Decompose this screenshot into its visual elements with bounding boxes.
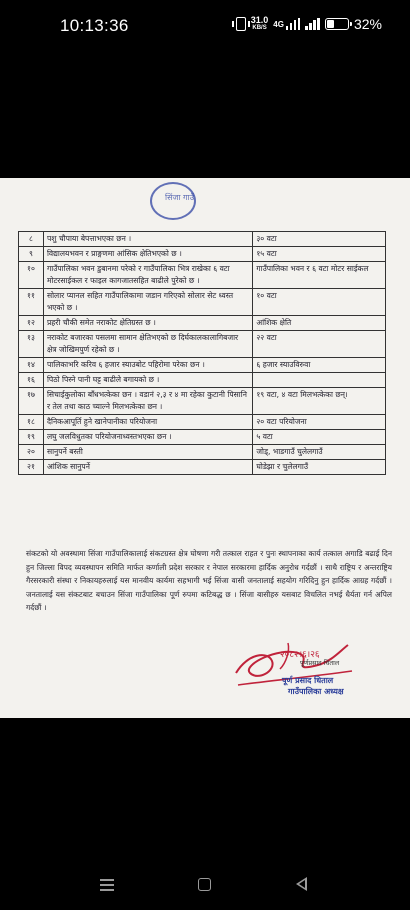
- battery-percent: 32%: [353, 16, 382, 32]
- status-bar: [0, 0, 410, 52]
- row-sn: ९: [19, 247, 44, 262]
- recent-apps-button[interactable]: [100, 879, 114, 891]
- row-sn: १०: [19, 262, 44, 289]
- row-loss: जोड्, भाडगाउँ चुलेलगाउँ: [253, 445, 386, 460]
- appeal-paragraph: संकटको यो अवस्थामा सिंजा गाउँपालिकालाई संकटग्रस्त क्षेत्र घोषणा गरी तत्काल राहत र पुनः स्थापनाका कार्य तत्काल अगाडि बढाई दिन हुन जिल्ला विपद व्यवस्थापन समिति मार्फत कर्णाली प्रदेश सरकार र नेपाल सरकारमा हार्दिक अनुरोध गर्दछौं । साथै राष्ट्रिय र अन्तराष्ट्रिय गैरसरकारी संस्था र निकायहरुलाई यस मानवीय कार्यमा सहभागी भई सिंजा वासी जनतालाई सहयोग गरिदिनु हुन हार्दिक आग्रह गर्दछौं । जनतालाई यस संकटबाट बचाउन सिंजा गाउँपालिका पूर्ण रुपमा कटिबद्ध छ । सिंजा बासीहरु यसबाट विचलित नभई धैर्यता गर्न अपिल गर्दछौं ।: [26, 549, 392, 612]
- row-description: गाउँपालिका भवन डुबानमा परेको र गाउँपालिका भित्र राखेका ६ वटा मोटरसाईकल र फाइल कागजातसहित बाढीले पुरेको छ ।: [43, 262, 252, 289]
- row-sn: १७: [19, 388, 44, 415]
- row-description: आंशिक सानुपर्ने: [43, 460, 252, 475]
- damage-table: [18, 231, 386, 475]
- signal-icon: [286, 18, 301, 30]
- table-row: [19, 331, 386, 358]
- table-row: [19, 262, 386, 289]
- row-loss: १९ वटा, ४ वटा मिलभत्केका छन्।: [253, 388, 386, 415]
- signature-label: पूर्णप्रसाद धिताल: [300, 659, 340, 667]
- table-row: [19, 289, 386, 316]
- row-sn: १३: [19, 331, 44, 358]
- network-speed-value: 31.0: [250, 15, 269, 25]
- network-speed: [251, 16, 269, 32]
- row-loss: आंशिक क्षेति: [253, 316, 386, 331]
- row-loss: १० वटा: [253, 289, 386, 316]
- row-loss: ३० वटा: [253, 232, 386, 247]
- table-row: [19, 316, 386, 331]
- home-button[interactable]: [198, 878, 211, 891]
- table-row: [19, 388, 386, 415]
- row-loss: घोडेझा र चुलेलगाउँ: [253, 460, 386, 475]
- row-loss: [253, 373, 386, 388]
- row-sn: १८: [19, 415, 44, 430]
- table-row: [19, 373, 386, 388]
- row-description: पालिकाभरि करिव ६ हजार स्याउबोट पहिरोमा परेका छन ।: [43, 358, 252, 373]
- row-loss: ६ हजार स्याउविरुवा: [253, 358, 386, 373]
- table-row: [19, 415, 386, 430]
- row-sn: १९: [19, 430, 44, 445]
- row-sn: १६: [19, 373, 44, 388]
- row-description: दैनिकआपूर्ति हुने खानेपानीका परियोजना: [43, 415, 252, 430]
- row-description: नराकोट बजारका पसलमा सामान क्षेतिभएको छ दिर्घकालकालागिबजार क्षेत्र जोखिमपुर्ण रहेको छ ।: [43, 331, 252, 358]
- table-row: [19, 430, 386, 445]
- table-row: [19, 358, 386, 373]
- row-loss: २० वटा परियोजना: [253, 415, 386, 430]
- row-loss: ५ वटा: [253, 430, 386, 445]
- chair-name: पूर्ण प्रसाद धिताल: [282, 676, 334, 685]
- row-loss: गाउँपालिका भवन र ६ वटा मोटर साईकल: [253, 262, 386, 289]
- row-description: सिचाईकुलोका बाँधभत्केका छन । वडानं २,३ र ४ मा रहेका कुटानी पिसानि र तेल तथा काठ च्याल्ने मिलभत्केका छन ।: [43, 388, 252, 415]
- row-sn: २१: [19, 460, 44, 475]
- status-time: 10:13:36: [60, 16, 129, 35]
- status-icons: [236, 16, 382, 32]
- signature-date: २०८२।६।२६: [280, 650, 320, 660]
- row-description: लघु जलविधुतका परियोजनाध्वस्तभएका छन ।: [43, 430, 252, 445]
- row-sn: ८: [19, 232, 44, 247]
- row-sn: १४: [19, 358, 44, 373]
- row-description: सोलार प्यानल सहित गाउँपालिकामा जडान गरिएको सोलार सेट ध्वस्त भएको छ ।: [43, 289, 252, 316]
- document-image: [0, 178, 410, 718]
- row-sn: २०: [19, 445, 44, 460]
- table-row: [19, 460, 386, 475]
- battery-icon: [325, 18, 349, 30]
- row-loss: २२ वटा: [253, 331, 386, 358]
- table-row: [19, 232, 386, 247]
- row-description: सानुपर्ने बस्ती: [43, 445, 252, 460]
- network-speed-unit: KB/S: [252, 25, 267, 31]
- row-sn: १२: [19, 316, 44, 331]
- vibrate-icon: [236, 17, 246, 31]
- row-description: प्रहरी चौकी समेत नराकोट क्षेतिग्रस्त छ ।: [43, 316, 252, 331]
- row-description: पशु चौपाया बेपत्ताभएका छन ।: [43, 232, 252, 247]
- signal-icon-2: [305, 18, 320, 30]
- row-sn: ११: [19, 289, 44, 316]
- row-loss: १५ वटा: [253, 247, 386, 262]
- stamp-text: सिंजा गाउँ: [165, 193, 194, 202]
- table-row: [19, 247, 386, 262]
- navigation-bar: [0, 862, 410, 910]
- row-description: पिठो पिस्ने पानी घट्ट बाढीले बगायको छ ।: [43, 373, 252, 388]
- chair-title: गाउँपालिका अध्यक्ष: [288, 687, 344, 696]
- back-button[interactable]: [296, 877, 307, 891]
- network-type: 4G: [273, 19, 284, 29]
- table-row: [19, 445, 386, 460]
- row-description: विद्यालयभवन र प्राङ्गणमा आंसिक क्षेतिभएको छ ।: [43, 247, 252, 262]
